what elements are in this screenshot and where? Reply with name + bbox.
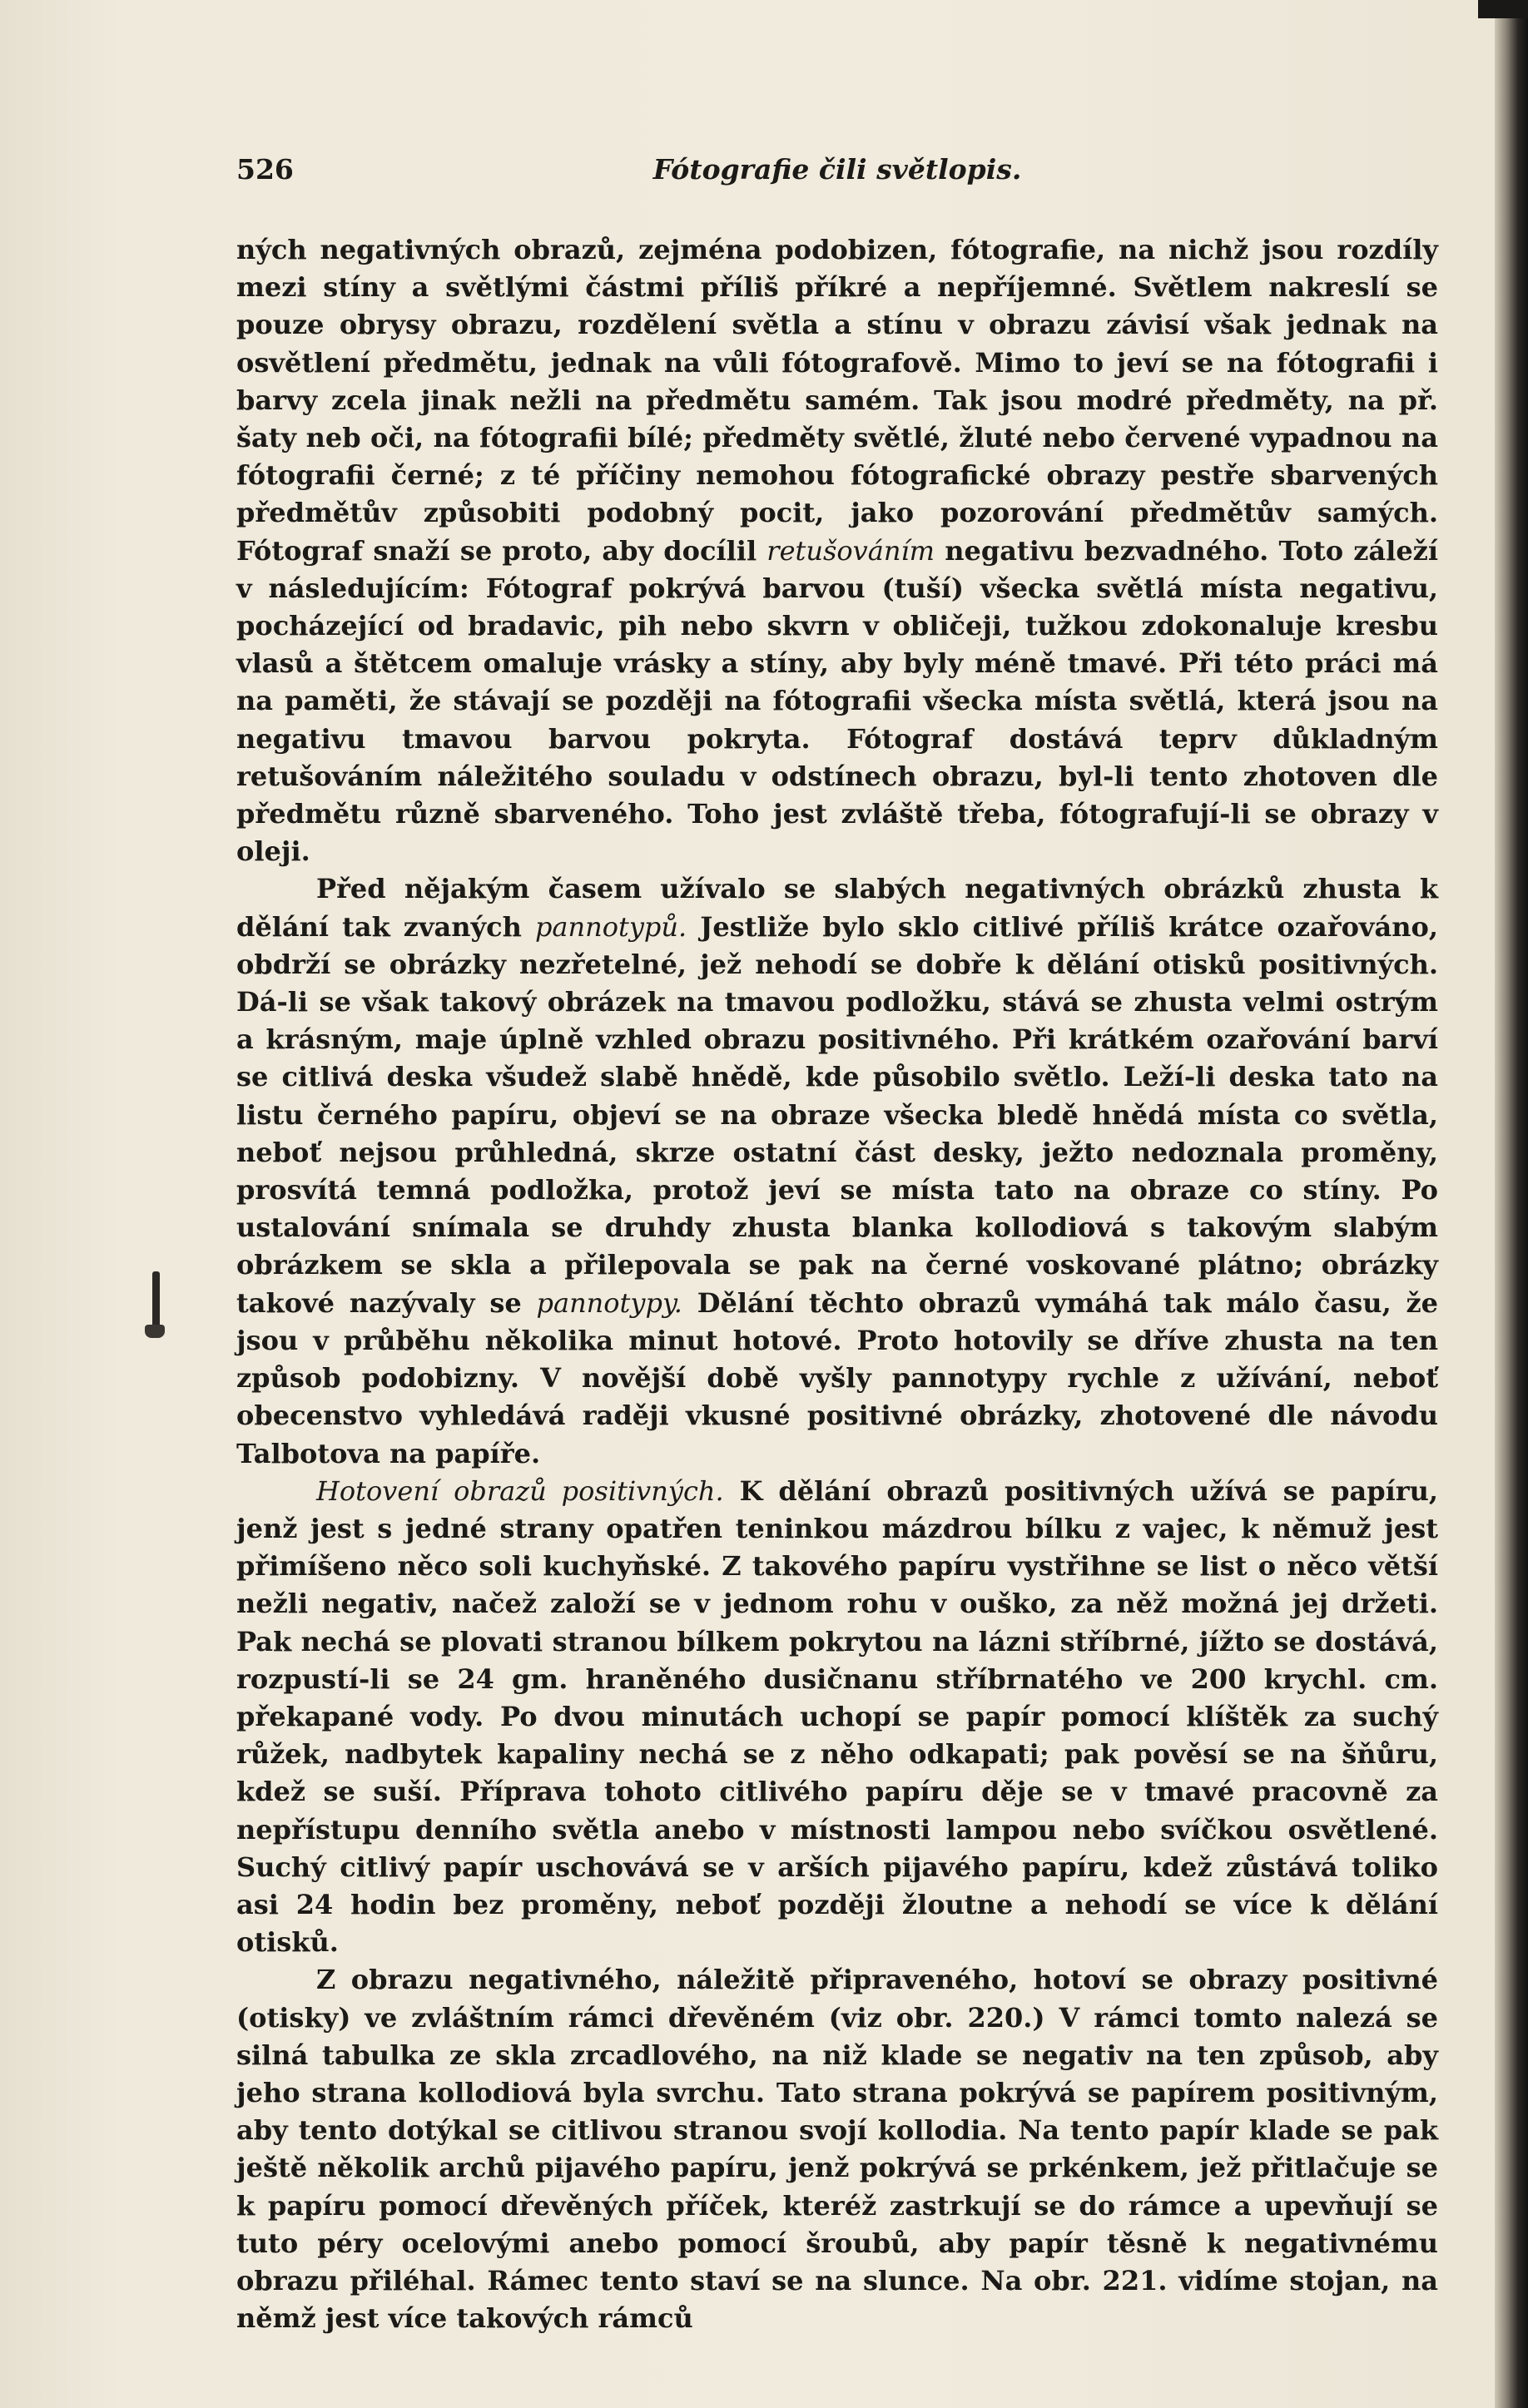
book-binding-edge [1495, 0, 1528, 2408]
paragraph-pannotypes: Před nějakým časem užívalo se slabých negativných obrázků zhusta k dělání tak zvaných pannotypů. Jestliže bylo sklo citlivé příliš krátce ozařováno, obdrží se obrázky nezřetelné, jež nehodí se dobře k dělání otisků positivných. Dá-li se však takový obrázek na tmavou podložku, stává se zhusta velmi ostrým a krásným, maje úplně vzhled obrazu positivného. Při krátkém ozařování barví se citlivá deska všudež slabě hnědě, kde působilo světlo. Leží-li deska tato na listu černého papíru, objeví se na obraze všecka bledě hnědá místa co světla, neboť nejsou průhledná, skrze ostatní část desky, ježto nedoznala proměny, prosvítá temná podložka, protož jeví se místa tato na obraze co stíny. Po ustalování snímala se druhdy zhusta blanka kollodiová s takovým slabým obrázkem se skla a přilepovala se pak na černé voskované plátno; obrázky takové nazývaly se pannotypy. Dělání těchto obrazů vymáhá tak málo času, že jsou v průběhu několika minut hotové. Proto hotovily se dříve zhusta na ten způsob podobizny. V novější době vyšly pannotypy rychle z užívání, neboť obecenstvo vyhledává raději vkusné positivné obrázky, zhotovené dle návodu Talbotova na papíře. [236, 873, 1439, 1469]
term-pannotypy: pannotypy. [536, 1286, 682, 1319]
paragraph-retouching: ných negativných obrazů, zejména podobizen, fótografie, na nichž jsou rozdíly mezi stíny a světlými částmi příliš příkré a nepříjemné. Světlem nakreslí se pouze obrysy obrazu, rozdělení světla a stínu v obrazu závisí však jednak na osvětlení předmětu, jednak na vůli fótografově. Mimo to jeví se na fótografii i barvy zcela jinak nežli na předmětu samém. Tak jsou modré předměty, na př. šaty neb oči, na fótografii bílé; předměty světlé, žluté nebo červené vypadnou na fótografii černé; z té příčiny nemohou fótografické obrazy pestře sbarvených předmětův způsobiti podobný pocit, jako pozorování předmětův samých. Fótograf snaží se proto, aby docílil retušováním negativu bezvadného. Toto záleží v následujícím: Fótograf pokrývá barvou (tuší) všecka světlá místa negativu, pocházející od bradavic, pih nebo skvrn v obličeji, tužkou zdokonaluje kresbu vlasů a štětcem omaluje vrásky a stíny, aby byly méně tmavé. Při této práci má na paměti, že stávají se později na fótografii všecka místa světlá, která jsou na negativu tmavou barvou pokryta. Fótograf dostává teprv důkladným retušováním náležitého souladu v odstínech obrazu, byl-li tento zhotoven dle předmětu různě sbarveného. Toho jest zvláště třeba, fótografují-li se obrazy v oleji. [236, 234, 1439, 868]
book-binding-corner [1478, 0, 1528, 18]
term-pannotypu: pannotypů. [534, 910, 687, 943]
page-header [236, 153, 1438, 196]
margin-ink-mark [145, 1271, 166, 1340]
paragraph-printing-frame: Z obrazu negativného, náležitě připraveného, hotoví se obrazy positivné (otisky) ve zvláštním rámci dřevěném (viz obr. 220.) V rámci tomto nalezá se silná tabulka ze skla zrcadlového, na niž klade se negativ na ten způsob, aby jeho strana kollodiová byla svrchu. Tato strana pokrývá se papírem positivným, aby tento dotýkal se citlivou stranou svojí kollodia. Na tento papír klade se pak ještě několik archů pijavého papíru, jenž pokrývá se prkénkem, jež přitlačuje se k papíru pomocí dřevěných příček, kteréž zastrkují se do rámce a upevňují se tuto péry ocelovými anebo pomocí šroubů, aby papír těsně k negativnému obrazu přiléhal. Rámec tento staví se na slunce. Na obr. 221. vidíme stojan, na němž jest více takových rámců [236, 1964, 1438, 2335]
section-heading-positive-prints: Hotovení obrazů positivných. [316, 1474, 724, 1507]
page-number: 526 [236, 153, 294, 186]
paragraph-positive-prints: Hotovení obrazů positivných. K dělání obrazů positivných užívá se papíru, jenž jest s jedné strany opatřen teninkou mázdrou bílku z vajec, k němuž jest přimíšeno něco soli kuchyňské. Z takového papíru vystřihne se list o něco větší nežli negativ, načež založí se v jednom rohu v ouško, za něž možná jej držeti. Pak nechá se plovati stranou bílkem pokrytou na lázni stříbrné, jížto se dostává, rozpustí-li se 24 gm. hraněného dusičnanu stříbrnatého ve 200 krychl. cm. překapané vody. Po dvou minutách uchopí se papír pomocí klíštěk za suchý růžek, nadbytek kapaliny nechá se z něho odkapati; pak pověsí se na šňůru, kdež se suší. Příprava tohoto citlivého papíru děje se v tmavé pracovně za nepřístupu denního světla anebo v místnosti lampou nebo svíčkou osvětlené. Suchý citlivý papír uschovává se v arších pijavého papíru, kdež zůstává toliko asi 24 hodin bez proměny, neboť později žloutne a nehodí se více k dělání otisků. [236, 1474, 1439, 1959]
term-retusovanim: retušováním [766, 534, 935, 567]
body-text [236, 231, 1438, 2337]
running-title: Fótografie čili světlopis. [652, 153, 1022, 186]
